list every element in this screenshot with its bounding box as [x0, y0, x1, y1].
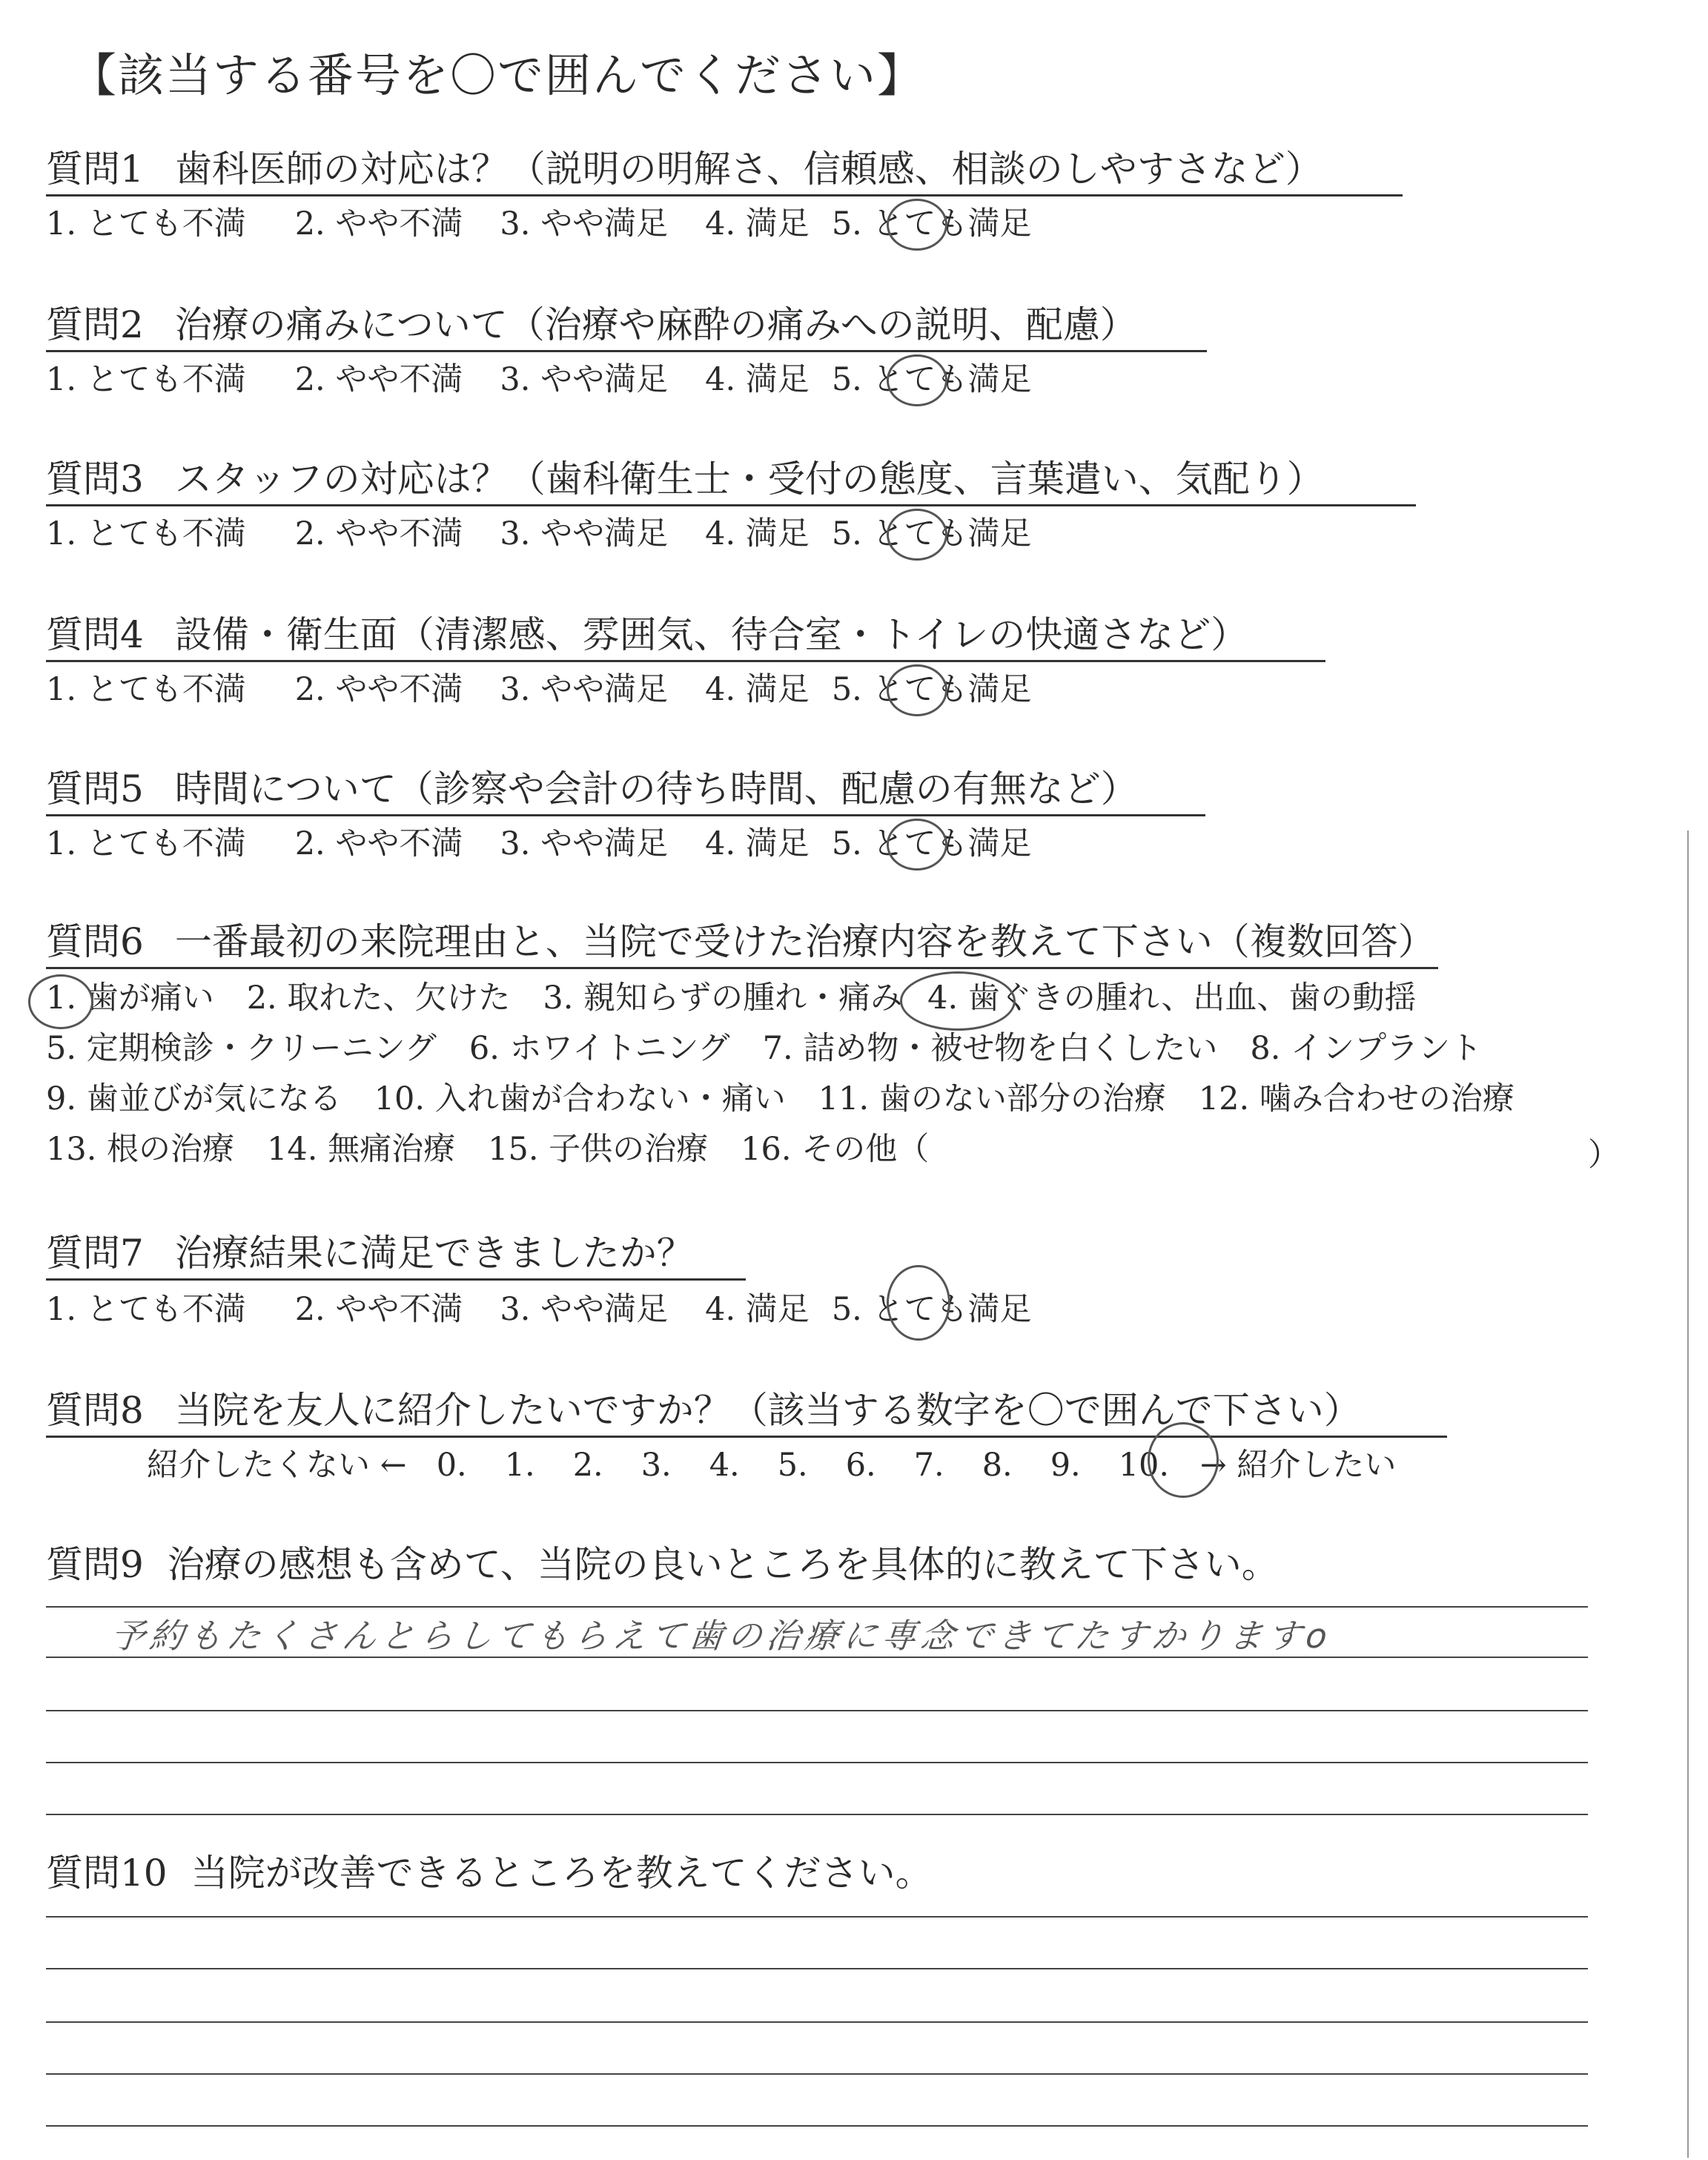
q2-option-1[interactable]: 1. とても不満	[46, 361, 246, 398]
q2-option-3[interactable]: 3. やや満足	[500, 361, 669, 398]
question-2-label: 質問2	[46, 303, 144, 346]
q5-option-3[interactable]: 3. やや満足	[500, 825, 669, 862]
q2-option-4[interactable]: 4. 満足	[705, 361, 810, 398]
q6-selection-circle-pain	[900, 971, 1016, 1031]
question-4-options	[46, 670, 1032, 709]
q6-option-2[interactable]: 2. 取れた、欠けた	[246, 980, 511, 1017]
question-1-label: 質問1	[46, 148, 144, 191]
q8-number-9[interactable]: 9.	[1050, 1447, 1081, 1484]
q6-option-12[interactable]: 12. 噛み合わせの治療	[1198, 1080, 1515, 1117]
q1-option-1[interactable]: 1. とても不満	[46, 205, 246, 242]
question-4-underline	[46, 660, 1325, 662]
q6-option-5[interactable]: 5. 定期検診・クリーニング	[46, 1030, 437, 1067]
q6-option-4[interactable]: 4. 歯ぐきの腫れ、出血、歯の動揺	[927, 980, 1417, 1017]
question-9-text: 治療の感想も含めて、当院の良いところを具体的に教えて下さい。	[167, 1543, 1279, 1586]
question-6-underline	[46, 967, 1438, 969]
q6-option-10[interactable]: 10. 入れ歯が合わない・痛い	[374, 1080, 786, 1117]
q9-answer-line-1	[46, 1606, 1588, 1608]
q2-option-2[interactable]: 2. やや不満	[294, 361, 463, 398]
question-3-heading	[46, 457, 1324, 501]
question-4-heading	[46, 612, 1248, 657]
q2-selection-circle	[887, 354, 947, 406]
q8-number-7[interactable]: 7.	[913, 1447, 944, 1484]
q5-option-1[interactable]: 1. とても不満	[46, 825, 246, 862]
q7-option-2[interactable]: 2. やや不満	[294, 1291, 463, 1328]
q6-option-16[interactable]: 16. その他（	[741, 1131, 930, 1168]
q4-selection-circle	[887, 664, 947, 716]
q10-answer-line-3	[46, 2021, 1588, 2023]
q6-row-4	[46, 1130, 929, 1169]
q4-option-3[interactable]: 3. やや満足	[500, 671, 669, 708]
q3-option-2[interactable]: 2. やや不満	[294, 515, 463, 552]
q1-option-5[interactable]: 5. とても満足	[831, 205, 1032, 242]
q6-row-3	[46, 1080, 1515, 1118]
q8-number-0[interactable]: 0.	[436, 1447, 467, 1484]
question-3-options	[46, 515, 1032, 553]
question-4-label: 質問4	[46, 613, 144, 656]
question-3-text: スタッフの対応は？（歯科衛生士・受付の態度、言葉遣い、気配り）	[174, 458, 1324, 501]
q4-option-4[interactable]: 4. 満足	[705, 671, 810, 708]
q1-selection-circle	[887, 199, 947, 251]
question-2-options	[46, 360, 1032, 399]
question-7-underline	[46, 1278, 746, 1281]
q1-option-4[interactable]: 4. 満足	[705, 205, 810, 242]
q5-option-2[interactable]: 2. やや不満	[294, 825, 463, 862]
question-8-text: 当院を友人に紹介したいですか？（該当する数字を〇で囲んで下さい）	[174, 1389, 1361, 1432]
q4-option-1[interactable]: 1. とても不満	[46, 671, 246, 708]
q5-selection-circle	[887, 819, 947, 871]
question-6-text: 一番最初の来院理由と、当院で受けた治療内容を教えて下さい（複数回答）	[174, 920, 1435, 963]
q5-option-4[interactable]: 4. 満足	[705, 825, 810, 862]
q6-option-11[interactable]: 11. 歯のない部分の治療	[818, 1080, 1166, 1117]
question-2-heading	[46, 303, 1137, 347]
question-3-underline	[46, 504, 1416, 506]
scan-edge-line	[1687, 830, 1689, 2158]
question-1-text: 歯科医師の対応は？（説明の明解さ、信頼感、相談のしやすさなど）	[174, 148, 1323, 191]
q6-other-close: ）	[1588, 1137, 1620, 1174]
q5-option-5[interactable]: 5. とても満足	[831, 825, 1032, 862]
q8-number-2[interactable]: 2.	[572, 1447, 603, 1484]
question-6-heading	[46, 919, 1435, 964]
q8-number-8[interactable]: 8.	[982, 1447, 1013, 1484]
question-5-underline	[46, 814, 1205, 816]
q6-row-1	[46, 979, 1416, 1017]
q6-option-15[interactable]: 15. 子供の治療	[488, 1131, 709, 1168]
question-8-heading	[46, 1388, 1361, 1433]
q1-option-3[interactable]: 3. やや満足	[500, 205, 669, 242]
q8-number-1[interactable]: 1.	[504, 1447, 535, 1484]
q9-answer-line-4	[46, 1762, 1588, 1763]
q7-option-3[interactable]: 3. やや満足	[500, 1291, 669, 1328]
q4-option-2[interactable]: 2. やや不満	[294, 671, 463, 708]
q3-selection-circle	[887, 509, 947, 561]
question-5-text: 時間について（診察や会計の待ち時間、配慮の有無など）	[174, 767, 1138, 810]
q7-selection-circle	[887, 1265, 950, 1341]
question-2-underline	[46, 350, 1207, 352]
q8-number-3[interactable]: 3.	[640, 1447, 672, 1484]
q2-option-5[interactable]: 5. とても満足	[831, 361, 1032, 398]
q8-number-10[interactable]: 10.	[1118, 1447, 1170, 1484]
q1-option-2[interactable]: 2. やや不満	[294, 205, 463, 242]
q10-answer-line-2	[46, 1968, 1588, 1969]
question-5-label: 質問5	[46, 767, 144, 810]
q9-answer-line-5	[46, 1814, 1588, 1815]
question-10-heading	[46, 1851, 933, 1895]
q8-right-label: → 紹介したい	[1199, 1447, 1397, 1484]
page-title: 【該当する番号を〇で囲んでください】	[70, 48, 925, 102]
q6-option-9[interactable]: 9. 歯並びが気になる	[46, 1080, 342, 1117]
q6-option-3[interactable]: 3. 親知らずの腫れ・痛み	[543, 980, 903, 1017]
question-7-text: 治療結果に満足できましたか？	[174, 1232, 694, 1275]
q10-answer-line-5	[46, 2125, 1588, 2127]
question-10-label: 質問10	[46, 1852, 168, 1895]
q7-option-5[interactable]: 5. とても満足	[831, 1291, 1032, 1328]
question-7-label: 質問7	[46, 1232, 144, 1275]
q8-number-4[interactable]: 4.	[709, 1447, 740, 1484]
q4-option-5[interactable]: 5. とても満足	[831, 671, 1032, 708]
q9-answer-line-3	[46, 1710, 1588, 1711]
question-8-underline	[46, 1436, 1447, 1438]
question-5-heading	[46, 767, 1138, 811]
q3-option-1[interactable]: 1. とても不満	[46, 515, 246, 552]
question-8-label: 質問8	[46, 1389, 144, 1432]
question-4-text: 設備・衛生面（清潔感、雰囲気、待合室・トイレの快適さなど）	[174, 613, 1248, 656]
q3-option-5[interactable]: 5. とても満足	[831, 515, 1032, 552]
question-2-text: 治療の痛みについて（治療や麻酔の痛みへの説明、配慮）	[174, 303, 1137, 346]
question-9-heading	[46, 1542, 1279, 1587]
q10-answer-line-1	[46, 1916, 1588, 1918]
question-6-label: 質問6	[46, 920, 144, 963]
question-7-options	[46, 1290, 1032, 1329]
question-10-text: 当院が改善できるところを教えてください。	[191, 1852, 933, 1895]
q10-answer-line-4	[46, 2073, 1588, 2075]
q6-option-7[interactable]: 7. 詰め物・被せ物を白くしたい	[762, 1030, 1218, 1067]
q8-number-6[interactable]: 6.	[845, 1447, 876, 1484]
question-1-heading	[46, 147, 1323, 191]
q8-left-label: 紹介したくない ←	[147, 1447, 407, 1484]
q7-option-4[interactable]: 4. 満足	[705, 1291, 810, 1328]
question-1-underline	[46, 194, 1403, 196]
question-9-label: 質問9	[46, 1543, 144, 1586]
q7-option-1[interactable]: 1. とても不満	[46, 1291, 246, 1328]
q6-option-6[interactable]: 6. ホワイトニング	[469, 1030, 730, 1067]
question-1-options	[46, 205, 1032, 243]
q3-option-4[interactable]: 4. 満足	[705, 515, 810, 552]
q6-selection-circle-1	[28, 974, 93, 1029]
q6-row-2	[46, 1029, 1482, 1068]
q6-option-8[interactable]: 8. インプラント	[1250, 1030, 1483, 1067]
q9-handwritten-answer[interactable]: 予約もたくさんとらしてもらえて歯の治療に専念できてたすかりますo	[108, 1616, 1334, 1656]
question-5-options	[46, 825, 1032, 863]
question-7-heading	[46, 1231, 694, 1275]
question-3-label: 質問3	[46, 458, 144, 501]
q8-selection-circle	[1148, 1422, 1219, 1498]
q8-number-5[interactable]: 5.	[777, 1447, 808, 1484]
q6-option-13[interactable]: 13. 根の治療	[46, 1131, 235, 1168]
q3-option-3[interactable]: 3. やや満足	[500, 515, 669, 552]
q6-option-1[interactable]: 1. 歯が痛い	[46, 980, 214, 1017]
q6-option-14[interactable]: 14. 無痛治療	[267, 1131, 456, 1168]
